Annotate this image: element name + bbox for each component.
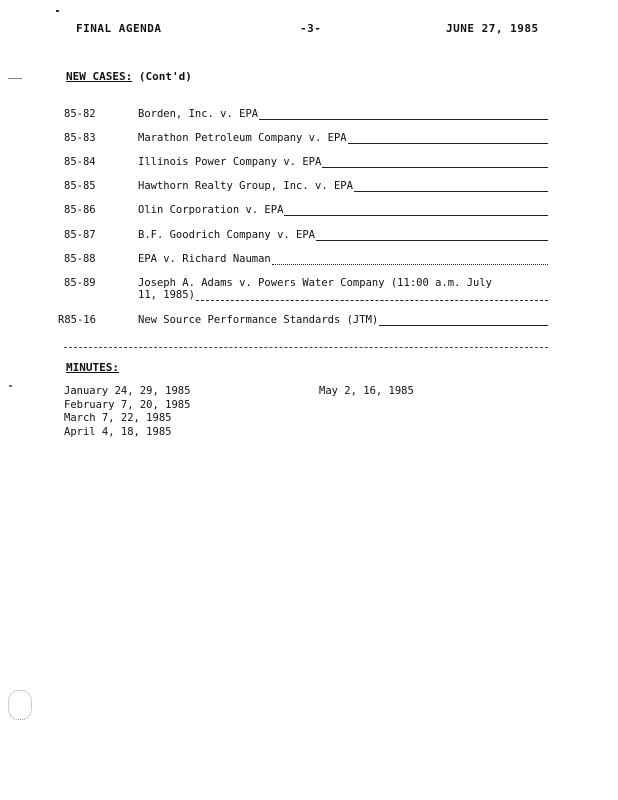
- case-title: [138, 314, 548, 326]
- fill-line: [348, 134, 548, 144]
- fill-line: [259, 110, 548, 120]
- case-title-line2-wrap: [138, 289, 548, 301]
- case-title: [138, 108, 548, 120]
- fill-line: [196, 291, 548, 301]
- header-title: FINAL AGENDA: [76, 22, 162, 35]
- case-title-text: New Source Performance Standards (JTM): [138, 314, 379, 326]
- minutes-entry: March 7, 22, 1985: [64, 412, 172, 424]
- minutes-entry: April 4, 18, 1985: [64, 425, 172, 438]
- fill-line: [379, 316, 548, 326]
- fill-line: [354, 182, 548, 192]
- case-title-text: Borden, Inc. v. EPA: [138, 108, 259, 120]
- case-title-text: Marathon Petroleum Company v. EPA: [138, 132, 347, 144]
- scan-speck: [8, 78, 22, 79]
- minutes-heading: MINUTES:: [66, 361, 119, 374]
- case-number: R85-16: [58, 314, 96, 326]
- case-title: [138, 156, 548, 168]
- minutes-entry: February 7, 20, 1985: [64, 398, 191, 411]
- case-title-line1: Joseph A. Adams v. Powers Water Company (11:00 a.m. July: [138, 277, 493, 289]
- fill-line: [284, 206, 548, 216]
- faded-stamp-mark: [8, 690, 32, 720]
- fill-line: [272, 255, 548, 265]
- header-date: JUNE 27, 1985: [446, 22, 539, 35]
- minutes-right-column: [319, 385, 414, 399]
- case-number: 85-89: [64, 277, 96, 289]
- scan-speck: [56, 10, 59, 12]
- new-cases-suffix: (Cont'd): [138, 70, 192, 83]
- case-number: 85-83: [64, 132, 96, 144]
- case-title-line2: 11, 1985): [138, 289, 195, 301]
- case-title: [138, 204, 548, 216]
- case-title: [138, 277, 548, 301]
- case-title: [138, 180, 548, 192]
- case-number: 85-86: [64, 204, 96, 216]
- case-title-text: B.F. Goodrich Company v. EPA: [138, 229, 316, 241]
- case-title-text: Illinois Power Company v. EPA: [138, 156, 322, 168]
- minutes-entry: January 24, 29, 1985: [64, 385, 191, 397]
- case-number: 85-85: [64, 180, 96, 192]
- case-number: 85-87: [64, 229, 96, 241]
- minutes-left-column: [64, 385, 190, 439]
- case-number: 85-84: [64, 156, 96, 168]
- fill-line: [316, 231, 548, 241]
- case-title: [138, 132, 548, 144]
- fill-line: [322, 158, 548, 168]
- case-title-text: EPA v. Richard Nauman: [138, 253, 271, 265]
- case-number: 85-82: [64, 108, 96, 120]
- page-number: -3-: [300, 22, 322, 35]
- case-title: [138, 253, 548, 265]
- case-title-text: Olin Corporation v. EPA: [138, 204, 284, 216]
- new-cases-label: NEW CASES:: [66, 70, 133, 83]
- minutes-entry: May 2, 16, 1985: [319, 385, 414, 397]
- section-divider: [64, 347, 548, 348]
- case-number: 85-88: [64, 253, 96, 265]
- case-title: [138, 229, 548, 241]
- new-cases-heading: [66, 70, 192, 83]
- case-title-text: Hawthorn Realty Group, Inc. v. EPA: [138, 180, 353, 192]
- scan-speck: [9, 385, 12, 387]
